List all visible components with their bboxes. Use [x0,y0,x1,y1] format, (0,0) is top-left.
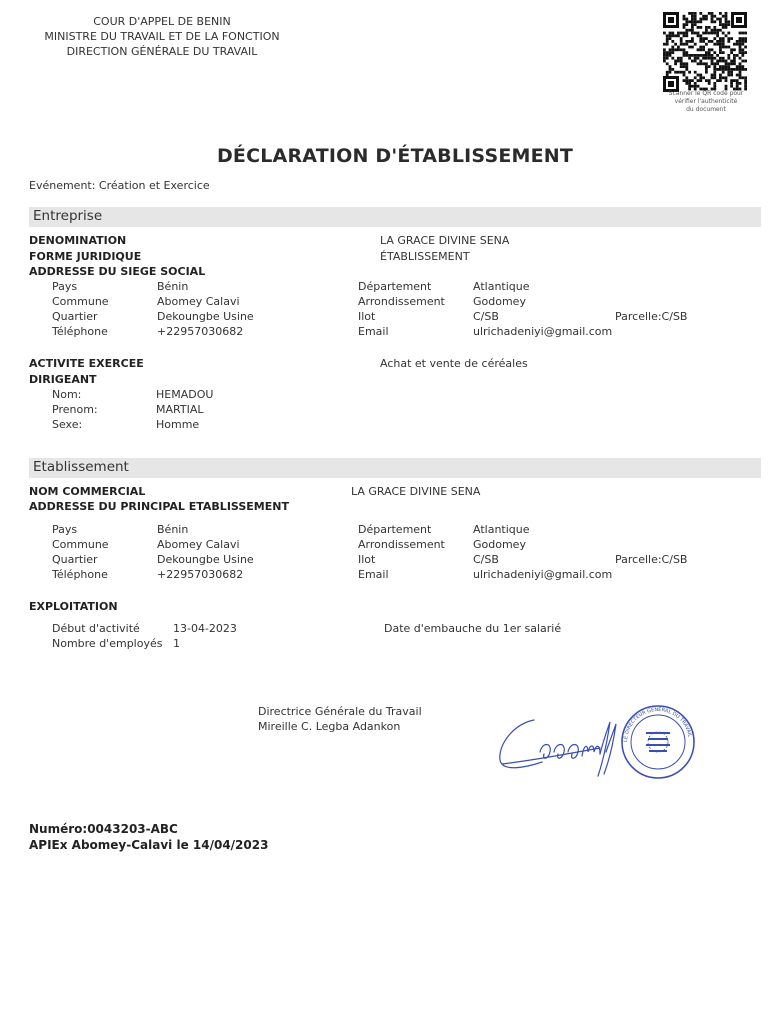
section-header-entreprise [29,207,761,227]
arrondissement-label: Arrondissement [358,538,445,551]
section-header-etablissement [29,458,761,478]
email-label: Email [358,568,389,581]
denomination-value: LA GRACE DIVINE SENA [380,234,510,247]
qr-caption-line-3: du document [686,106,726,113]
pays-label: Pays [52,280,78,293]
prenom-label: Prenom: [52,403,98,416]
issuer-header [30,14,294,59]
departement-label: Département [358,523,432,536]
ilot-value: C/SB [473,310,499,323]
commune-label: Commune [52,538,109,551]
siege-social-label: ADDRESSE DU SIEGE SOCIAL [29,265,206,278]
pays-label: Pays [52,523,78,536]
arrondissement-value: Godomey [473,538,526,551]
quartier-value: Dekoungbe Usine [157,310,254,323]
section-title-entreprise: Entreprise [33,208,103,224]
nom-label: Nom: [52,388,82,401]
issuer-line-1: COUR D'APPEL DE BENIN [93,15,231,28]
telephone-value: +22957030682 [157,325,244,338]
nom-value: HEMADOU [156,388,214,401]
official-seal [622,706,694,778]
denomination-label: DENOMINATION [29,234,127,247]
activite-label: ACTIVITE EXERCEE [29,357,144,370]
qr-caption [658,90,754,114]
departement-value: Atlantique [473,523,530,536]
ilot-value: C/SB [473,553,499,566]
seal-text: LE DIRECTEUR GÉNÉRAL DU TRAVAIL [622,706,693,743]
issuer-line-2: MINISTRE DU TRAVAIL ET DE LA FONCTION [44,30,280,43]
prenom-value: MARTIAL [156,403,204,416]
signatory-block [258,704,422,734]
signatory-name: Mireille C. Legba Adankon [258,720,401,733]
nom-commercial-value: LA GRACE DIVINE SENA [351,485,481,498]
departement-value: Atlantique [473,280,530,293]
ilot-label: Ilot [358,310,376,323]
document-footer [29,821,268,853]
date-embauche-label: Date d'embauche du 1er salarié [384,622,562,635]
debut-activite-value: 13-04-2023 [173,622,237,635]
signatory-role: Directrice Générale du Travail [258,705,422,718]
sexe-value: Homme [156,418,200,431]
commune-label: Commune [52,295,109,308]
forme-juridique-value: ÉTABLISSEMENT [380,250,470,263]
place-and-date: APIEx Abomey-Calavi le 14/04/2023 [29,838,269,852]
pays-value: Bénin [157,280,189,293]
event-type: Evénement: Création et Exercice [29,179,210,192]
document-title: DÉCLARATION D'ÉTABLISSEMENT [216,145,574,167]
activite-value: Achat et vente de céréales [380,357,528,370]
departement-label: Département [358,280,432,293]
principal-address-label: ADDRESSE DU PRINCIPAL ETABLISSEMENT [29,500,289,513]
svg-text:LE DIRECTEUR GÉNÉRAL DU TRAVAI [623,705,693,742]
email-value: ulrichadeniyi@gmail.com [473,325,613,338]
debut-activite-label: Début d'activité [52,622,140,635]
parcelle-value: Parcelle:C/SB [615,310,688,323]
issuer-line-3: DIRECTION GÉNÉRALE DU TRAVAIL [66,45,258,58]
commune-value: Abomey Calavi [157,295,240,308]
quartier-label: Quartier [52,310,98,323]
nom-commercial-label: NOM COMMERCIAL [29,485,146,498]
exploitation-label: EXPLOITATION [29,600,118,613]
dirigeant-label: DIRIGEANT [29,373,97,386]
section-title-etablissement: Etablissement [33,459,129,475]
signature-stamp-icon [496,702,700,784]
commune-value: Abomey Calavi [157,538,240,551]
document-number: Numéro:0043203-ABC [29,822,178,836]
parcelle-value: Parcelle:C/SB [615,553,688,566]
email-value: ulrichadeniyi@gmail.com [473,568,613,581]
nombre-employes-label: Nombre d'employés [52,637,163,650]
qr-caption-line-1: Scanner le QR code pour [668,90,744,97]
telephone-label: Téléphone [52,325,108,338]
qr-caption-line-2: vérifier l'authenticité [674,98,738,105]
arrondissement-label: Arrondissement [358,295,445,308]
ilot-label: Ilot [358,553,376,566]
arrondissement-value: Godomey [473,295,526,308]
telephone-label: Téléphone [52,568,108,581]
nombre-employes-value: 1 [173,637,180,650]
quartier-label: Quartier [52,553,98,566]
qr-code-icon [663,12,747,92]
pays-value: Bénin [157,523,189,536]
telephone-value: +22957030682 [157,568,244,581]
quartier-value: Dekoungbe Usine [157,553,254,566]
email-label: Email [358,325,389,338]
sexe-label: Sexe: [52,418,83,431]
forme-juridique-label: FORME JURIDIQUE [29,250,142,263]
